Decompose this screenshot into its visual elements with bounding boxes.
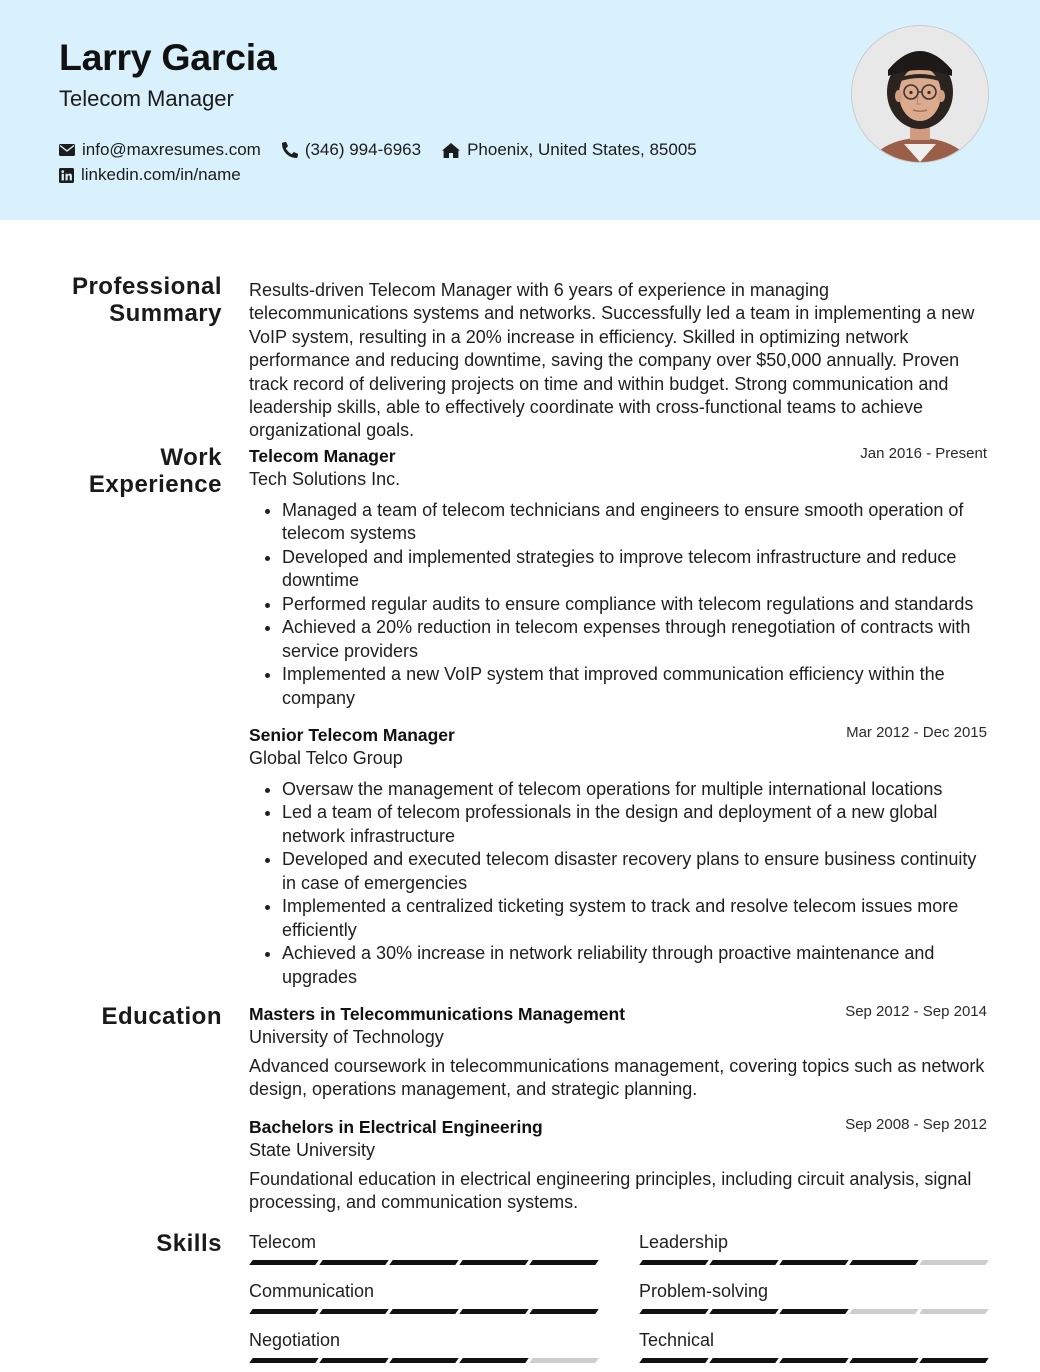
skill-level-bar (249, 1358, 597, 1363)
job-bullets (249, 778, 987, 990)
education-dates: Sep 2012 - Sep 2014 (845, 1003, 987, 1020)
email-text[interactable]: info@maxresumes.com (82, 140, 261, 159)
skill-level-bar (639, 1358, 987, 1363)
skill-name: Communication (249, 1281, 375, 1301)
job-bullet: • Achieved a 20% reduction in telecom expenses through renegotiation of contracts with service providers (282, 616, 987, 663)
contact-linkedin[interactable] (59, 165, 241, 185)
skill-level-segment-empty (849, 1309, 919, 1314)
skill-level-segment-filled (459, 1260, 529, 1265)
envelope-icon (59, 144, 75, 156)
skill-level-segment-filled (639, 1358, 709, 1363)
skill-level-segment-filled (529, 1309, 599, 1314)
job-bullets (249, 499, 987, 711)
job-bullet: • Led a team of telecom professionals in the design and deployment of a new global network infrastructure (282, 801, 987, 848)
skill-level-segment-filled (529, 1260, 599, 1265)
skills-grid (249, 1231, 987, 1372)
skill-level-bar (249, 1309, 597, 1314)
skill-level-segment-filled (249, 1260, 319, 1265)
candidate-name: Larry Garcia (59, 36, 277, 78)
skill-item (249, 1231, 597, 1280)
job-title: Telecom Manager (249, 446, 396, 466)
skill-name: Problem-solving (639, 1281, 769, 1301)
job-bullet: • Managed a team of telecom technicians and engineers to ensure smooth operation of telecom systems (282, 499, 987, 546)
education-dates: Sep 2008 - Sep 2012 (845, 1116, 987, 1133)
skill-item (249, 1280, 597, 1329)
contact-row-secondary (59, 165, 241, 185)
skill-name: Technical (639, 1330, 715, 1350)
job-dates: Mar 2012 - Dec 2015 (846, 724, 987, 741)
linkedin-text[interactable]: linkedin.com/in/name (81, 165, 241, 184)
skill-level-bar (639, 1260, 987, 1265)
experience-item (249, 724, 987, 989)
job-title: Senior Telecom Manager (249, 725, 455, 745)
skill-level-segment-empty (529, 1358, 599, 1363)
skill-name: Telecom (249, 1232, 317, 1252)
skill-level-segment-filled (639, 1260, 709, 1265)
skill-level-segment-empty (919, 1260, 989, 1265)
candidate-title: Telecom Manager (59, 86, 234, 111)
skill-level-segment-filled (709, 1358, 779, 1363)
education-description: Foundational education in electrical engineering principles, including circuit analysis, signal processing, and communication systems. (249, 1168, 972, 1212)
skill-level-segment-filled (779, 1260, 849, 1265)
home-icon (442, 143, 460, 158)
experience-item (249, 445, 987, 710)
linkedin-icon (59, 168, 74, 183)
degree-title: Bachelors in Electrical Engineering (249, 1117, 543, 1137)
skill-level-segment-filled (389, 1309, 459, 1314)
job-dates: Jan 2016 - Present (860, 445, 987, 462)
phone-icon (282, 142, 298, 158)
contact-email[interactable] (59, 140, 261, 160)
job-bullet: • Performed regular audits to ensure compliance with telecom regulations and standards (282, 593, 987, 617)
summary-text: Results-driven Telecom Manager with 6 years of experience in managing telecommunications systems and networks. Successfully led a team in implementing a new VoIP system, resulting in a 20% increase in efficiency. Skilled in optimizing network performance and reducing downtime, saving the company over $50,000 annually. Proven track record of delivering projects on time and within budget. Strong communication and leadership skills, able to effectively coordinate with cross-functional teams to achieve organizational goals. (249, 280, 975, 441)
skill-level-segment-filled (779, 1358, 849, 1363)
skill-level-segment-filled (389, 1358, 459, 1363)
skill-name: Leadership (639, 1232, 729, 1252)
job-bullet: • Implemented a centralized ticketing system to track and resolve telecom issues more efficiently (282, 895, 987, 942)
education-description: Advanced coursework in telecommunications management, covering topics such as network design, operations management, and strategic planning. (249, 1055, 985, 1099)
contact-phone[interactable] (282, 140, 421, 160)
company-name: Tech Solutions Inc. (249, 469, 401, 489)
skill-level-segment-filled (389, 1260, 459, 1265)
summary-heading: Professional Summary (71, 273, 222, 327)
skill-level-segment-filled (459, 1358, 529, 1363)
skill-level-segment-empty (919, 1309, 989, 1314)
contact-location (442, 140, 697, 160)
experience-heading: Work Experience (88, 444, 222, 498)
education-item (249, 1116, 987, 1215)
education-item (249, 1003, 987, 1102)
skill-level-segment-filled (849, 1358, 919, 1363)
profile-photo (852, 26, 988, 162)
education-heading: Education (101, 1003, 222, 1030)
skill-level-segment-filled (709, 1260, 779, 1265)
school-name: State University (249, 1140, 376, 1160)
school-name: University of Technology (249, 1027, 444, 1047)
skill-level-segment-filled (319, 1358, 389, 1363)
skill-level-segment-filled (249, 1309, 319, 1314)
skill-level-segment-filled (779, 1309, 849, 1314)
company-name: Global Telco Group (249, 748, 403, 768)
skill-level-segment-filled (849, 1260, 919, 1265)
skill-item (249, 1329, 597, 1372)
resume-header (0, 0, 1040, 220)
skill-level-segment-filled (249, 1358, 319, 1363)
skill-level-segment-filled (709, 1309, 779, 1314)
degree-title: Masters in Telecommunications Management (249, 1004, 626, 1024)
phone-text[interactable]: (346) 994-6963 (304, 140, 422, 159)
contact-row (59, 140, 697, 160)
summary-section (249, 279, 987, 443)
skill-level-segment-filled (319, 1309, 389, 1314)
skill-name: Negotiation (249, 1330, 341, 1350)
skills-heading: Skills (156, 1230, 222, 1257)
skill-item (639, 1280, 987, 1329)
skill-level-segment-filled (459, 1309, 529, 1314)
job-bullet: • Oversaw the management of telecom operations for multiple international locations (282, 778, 987, 802)
skill-item (639, 1329, 987, 1372)
job-bullet: • Developed and executed telecom disaster recovery plans to ensure business continuity in case of emergencies (282, 848, 987, 895)
location-text: Phoenix, United States, 85005 (467, 140, 697, 159)
skill-level-bar (639, 1309, 987, 1314)
skill-level-segment-filled (319, 1260, 389, 1265)
job-bullet: • Developed and implemented strategies to improve telecom infrastructure and reduce downtime (282, 546, 987, 593)
job-bullet: • Implemented a new VoIP system that improved communication efficiency within the company (282, 663, 987, 710)
skill-item (639, 1231, 987, 1280)
skill-level-bar (249, 1260, 597, 1265)
job-bullet: • Achieved a 30% increase in network reliability through proactive maintenance and upgrades (282, 942, 987, 989)
skill-level-segment-filled (639, 1309, 709, 1314)
skill-level-segment-filled (919, 1358, 989, 1363)
